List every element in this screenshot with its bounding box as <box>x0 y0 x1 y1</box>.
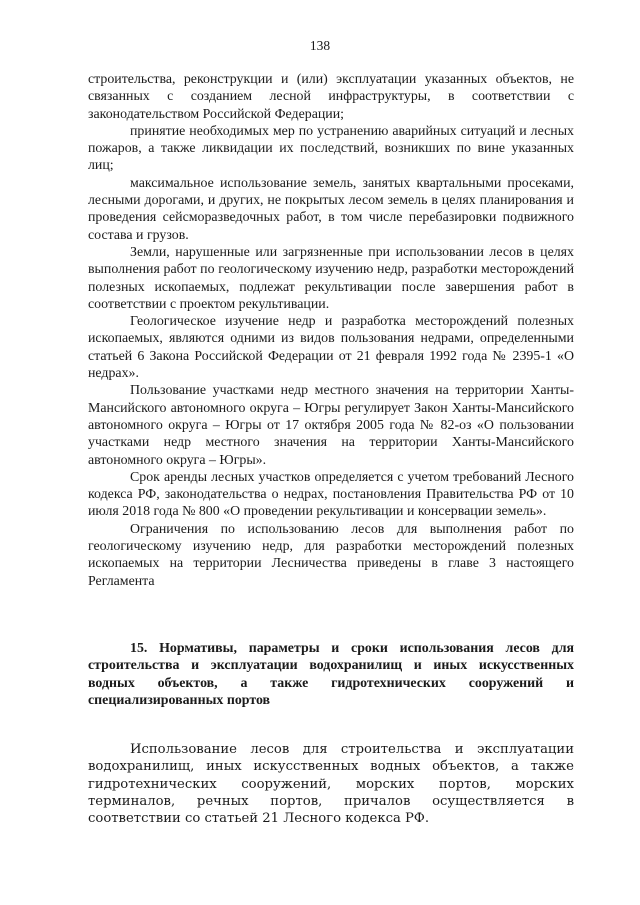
paragraph: Геологическое изучение недр и разработка месторождений полезных ископаемых, являются одними из видов пользования недрами, определенными статьей 6 Закона Российской Федерации от 21 февраля 1992 года № 2395-1 «О недрах». <box>88 314 574 382</box>
paragraph: принятие необходимых мер по устранению аварийных ситуаций и лесных пожаров, а также ликвидации их последствий, возникших по вине указанных лиц; <box>88 123 574 174</box>
paragraph: Земли, нарушенные или загрязненные при использовании лесов в целях выполнения работ по геологическому изучению недр, разработки месторождений полезных ископаемых, подлежат рекультивации после завершения работ в соответствии с проектом рекультивации. <box>88 244 574 312</box>
section-15 <box>88 640 574 828</box>
paragraph: Срок аренды лесных участков определяется с учетом требований Лесного кодекса РФ, законодательства о недрах, постановления Правительства РФ от 10 июля 2018 года № 800 «О проведении рекультивации и консервации земель». <box>88 469 574 520</box>
section-body-paragraph: Использование лесов для строительства и эксплуатации водохранилищ, иных искусственных водных объектов, а также гидротехнических сооружений, морских портов, морских терминалов, речных портов, причалов осуществляется в соответствии со статьей 21 Лесного кодекса РФ. <box>88 742 574 827</box>
page-number: 138 <box>309 38 331 53</box>
paragraph: Ограничения по использованию лесов для выполнения работ по геологическому изучению недр, для разработки месторождений полезных ископаемых на территории Лесничества приведены в главе 3 настоящего Регламента <box>88 521 574 589</box>
paragraph: строительства, реконструкции и (или) эксплуатации указанных объектов, не связанных с созданием лесной инфраструктуры, в соответствии с законодательством Российской Федерации; <box>88 72 574 122</box>
section-heading: 15. Нормативы, параметры и сроки использования лесов для строительства и эксплуатации водохранилищ и иных искусственных водных объектов, а также гидротехнических сооружений и специализированных портов <box>88 641 574 708</box>
paragraph: максимальное использование земель, занятых квартальными просеками, лесными дорогами, и других, не покрытых лесом земель в целях планирования и проведения сейсморазведочных работ, в том числе перебазировки подвижного состава и грузов. <box>88 175 574 243</box>
body-text <box>88 71 574 590</box>
paragraph: Пользование участками недр местного значения на территории Ханты-Мансийского автономного округа – Югры регулирует Закон Ханты-Мансийского автономного округа – Югры от 17 октября 2005 года № 82-оз «О пользовании участками недр местного значения на территории Ханты-Мансийского автономного округа – Югры». <box>88 383 574 468</box>
